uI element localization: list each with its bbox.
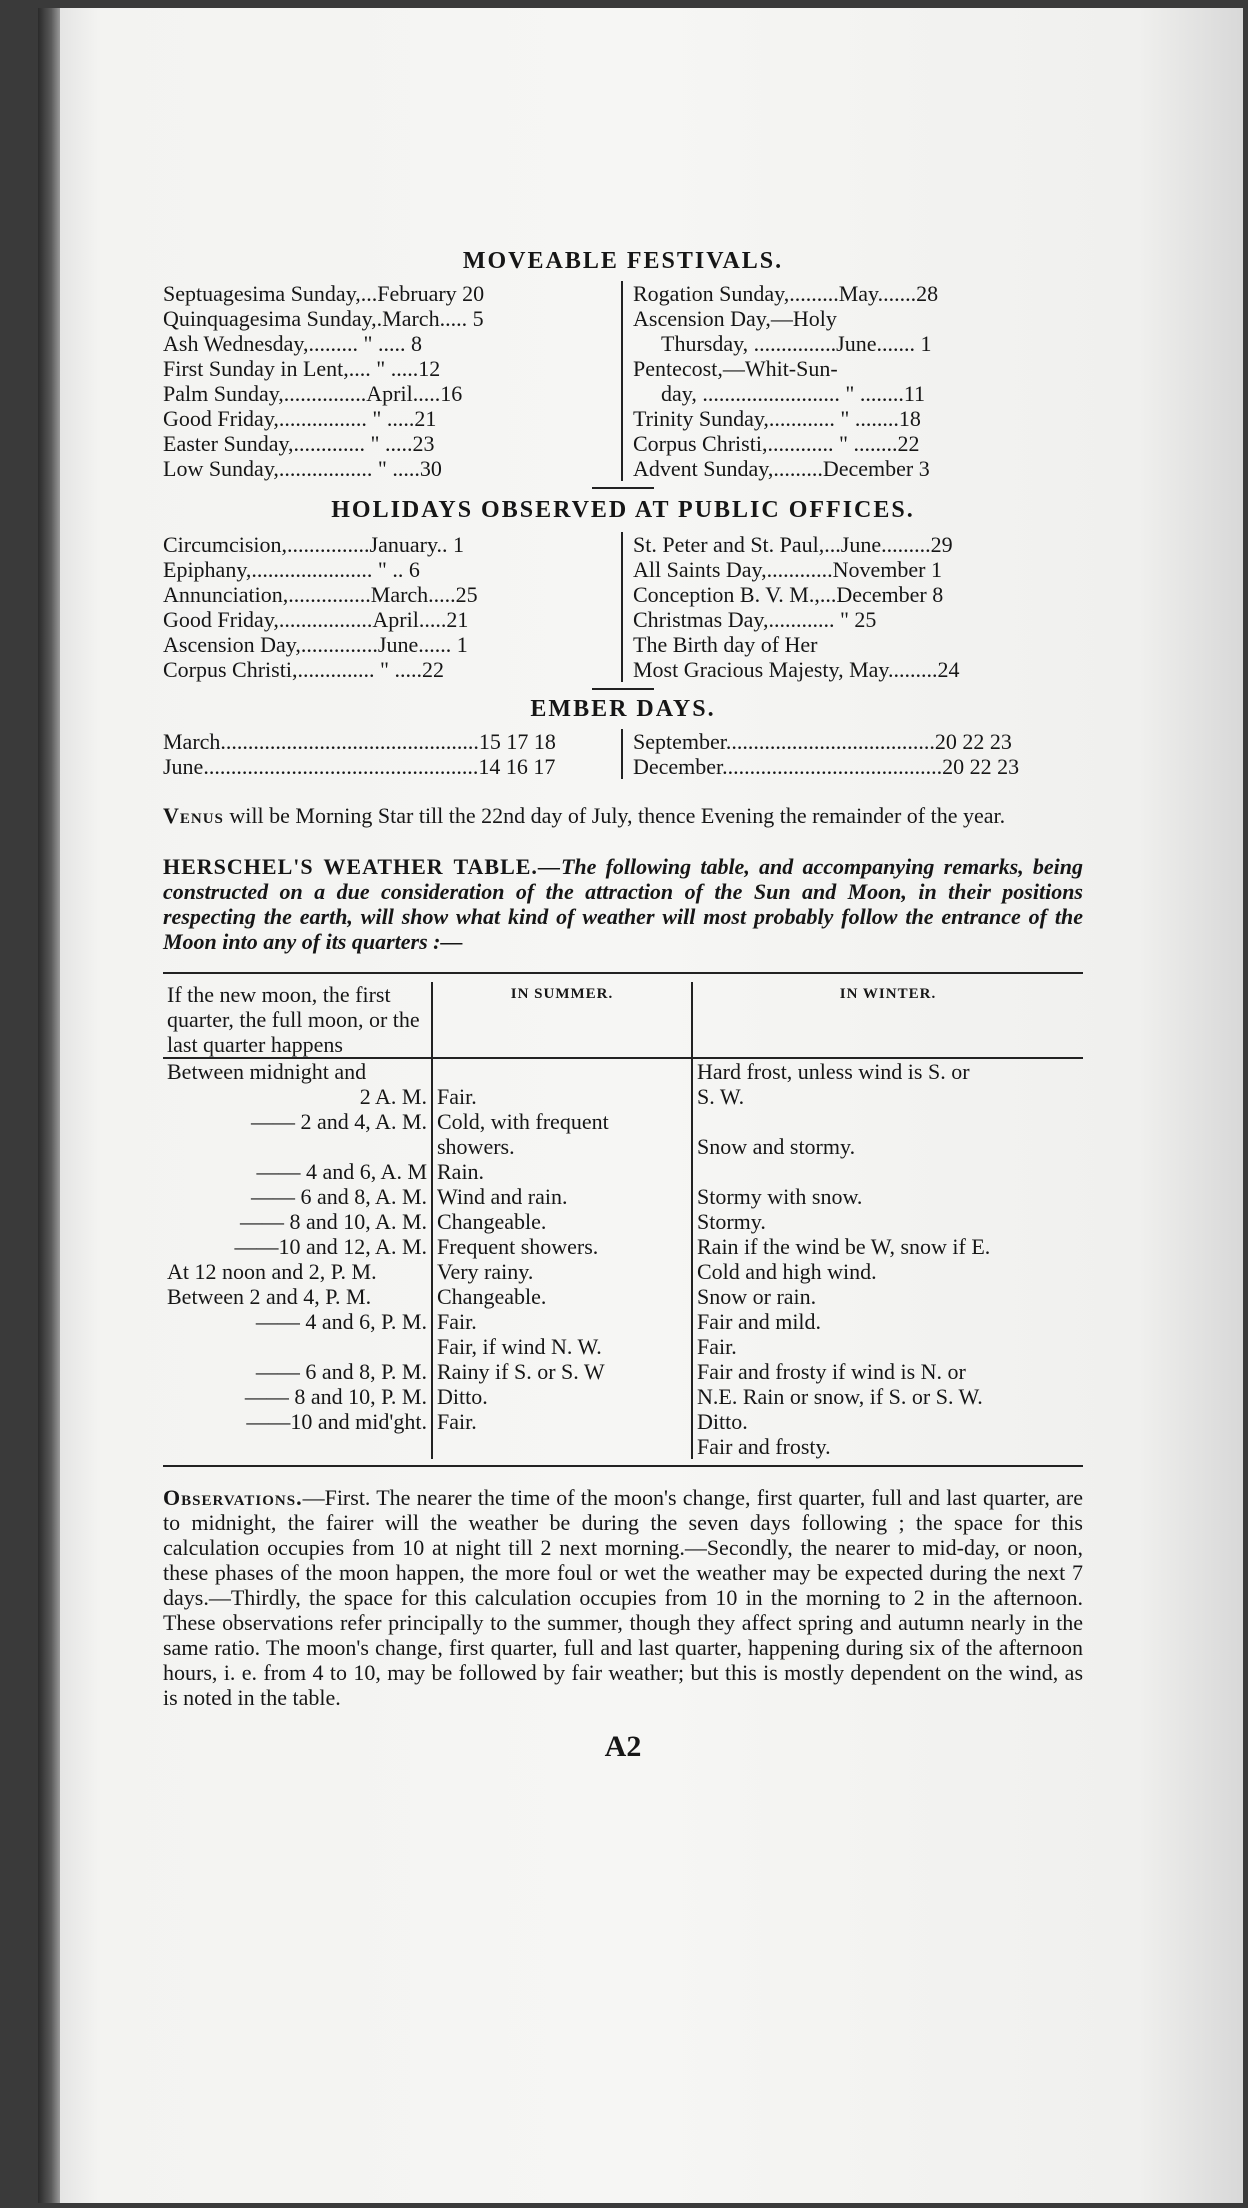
ember-right-column [623, 729, 1083, 779]
weather-time-cell [163, 1334, 432, 1359]
holiday-entry: Good Friday,.................April.....21 [163, 607, 469, 632]
holiday-entry: Corpus Christi,.............. " .....22 [163, 657, 444, 682]
section-divider [592, 688, 654, 690]
weather-winter-cell: Hard frost, unless wind is S. or [697, 1059, 970, 1084]
holiday-entry: All Saints Day,............November 1 [633, 557, 942, 582]
weather-time-cell: ——10 and 12, A. M. [163, 1234, 432, 1259]
holiday-entry: Circumcision,...............January.. 1 [163, 532, 465, 557]
header-time: If the new moon, the first quarter, the full moon, or the last quarter happens [163, 982, 432, 1057]
holiday-entry: St. Peter and St. Paul,...June.........29 [633, 532, 953, 557]
holiday-entry: Epiphany,...................... " .. 6 [163, 557, 420, 582]
weather-winter-cell: Stormy with snow. [697, 1184, 863, 1209]
table-top-rule [163, 972, 1083, 974]
weather-row [163, 1259, 1083, 1284]
festival-entry: Easter Sunday,............. " .....23 [163, 431, 435, 456]
holiday-entry: Annunciation,...............March.....25 [163, 582, 478, 607]
weather-time-cell: —— 4 and 6, A. M [163, 1159, 432, 1184]
observations-lead: Observations. [163, 1485, 303, 1510]
moveable-left-column [163, 281, 621, 481]
weather-row [163, 1384, 1083, 1409]
venus-text: will be Morning Star till the 22nd day of July, thence Evening the remainder of the year. [229, 803, 1006, 828]
weather-row [163, 1159, 1083, 1184]
weather-winter-cell: Fair and frosty if wind is N. or [697, 1359, 966, 1384]
book-page [38, 8, 1243, 2203]
weather-row [163, 1184, 1083, 1209]
festival-entry: Trinity Sunday,............ " ........18 [633, 406, 921, 431]
page-content [163, 248, 1083, 1764]
moveable-festivals-table [163, 281, 1083, 481]
herschel-intro [163, 854, 1083, 954]
weather-time-cell: —— 8 and 10, A. M. [163, 1209, 432, 1234]
observations-paragraph [163, 1485, 1083, 1710]
weather-summer-cell: Changeable. [432, 1284, 692, 1309]
festival-entry: day, ......................... " ........11 [661, 381, 925, 406]
moveable-festivals-heading: MOVEABLE FESTIVALS. [462, 248, 784, 274]
venus-lead: Venus [163, 803, 224, 828]
weather-time-cell: —— 6 and 8, A. M. [163, 1184, 432, 1209]
festival-entry: Pentecost,—Whit-Sun- [633, 356, 838, 381]
weather-time-cell: —— 4 and 6, P. M. [163, 1309, 432, 1334]
moveable-right-column [621, 281, 1083, 481]
holiday-entry: Ascension Day,..............June...... 1 [163, 632, 468, 657]
page-number: A2 [604, 1730, 642, 1763]
holidays-left-column [163, 532, 621, 682]
weather-row [163, 1059, 1083, 1084]
weather-row [163, 1084, 1083, 1109]
weather-table-header [163, 982, 1083, 1057]
festival-entry: Septuagesima Sunday,...February 20 [163, 281, 485, 306]
weather-winter-cell: Rain if the wind be W, snow if E. [697, 1234, 991, 1259]
header-winter: IN WINTER. [839, 986, 937, 1002]
weather-winter-cell: Snow and stormy. [697, 1134, 856, 1159]
festival-entry: Ascension Day,—Holy [633, 306, 837, 331]
weather-row [163, 1434, 1083, 1459]
weather-summer-cell: Fair, if wind N. W. [432, 1334, 692, 1359]
weather-summer-cell [432, 1059, 692, 1084]
weather-summer-cell: Fair. [432, 1084, 692, 1109]
weather-time-cell: Between 2 and 4, P. M. [163, 1284, 432, 1309]
weather-table [163, 982, 1083, 1459]
holidays-table [163, 532, 1083, 682]
weather-summer-cell: Frequent showers. [432, 1234, 692, 1259]
holidays-heading: HOLIDAYS OBSERVED AT PUBLIC OFFICES. [331, 497, 915, 523]
weather-summer-cell: Cold, with frequent [432, 1109, 692, 1134]
weather-winter-cell: Fair. [697, 1334, 737, 1359]
festival-entry: First Sunday in Lent,.... " .....12 [163, 356, 441, 381]
weather-winter-cell: Ditto. [697, 1409, 748, 1434]
holiday-entry: Christmas Day,............ " 25 [633, 607, 877, 632]
ember-left-column [163, 729, 623, 779]
weather-time-cell: ——10 and mid'ght. [163, 1409, 432, 1434]
weather-row [163, 1134, 1083, 1159]
holiday-entry: The Birth day of Her [633, 632, 818, 657]
weather-winter-cell: N.E. Rain or snow, if S. or S. W. [697, 1384, 983, 1409]
weather-winter-cell: Stormy. [697, 1209, 766, 1234]
holiday-entry: Most Gracious Majesty, May.........24 [633, 657, 960, 682]
weather-row [163, 1234, 1083, 1259]
weather-time-cell [163, 1434, 432, 1459]
weather-time-cell [163, 1134, 432, 1159]
weather-summer-cell: Very rainy. [432, 1259, 692, 1284]
weather-row [163, 1209, 1083, 1234]
weather-summer-cell [432, 1434, 692, 1459]
weather-winter-cell: Fair and frosty. [697, 1434, 831, 1459]
festival-entry: Ash Wednesday,......... " ..... 8 [163, 331, 422, 356]
weather-time-cell: —— 8 and 10, P. M. [163, 1384, 432, 1409]
table-bottom-rule [163, 1465, 1083, 1467]
ember-entry: June..................................................14 16 17 [163, 754, 556, 779]
ember-entry: December........................................20 22 23 [633, 754, 1020, 779]
weather-summer-cell: Fair. [432, 1409, 692, 1434]
weather-summer-cell: Rainy if S. or S. W [432, 1359, 692, 1384]
festival-entry: Corpus Christi,............ " ........22 [633, 431, 920, 456]
weather-winter-cell [692, 1159, 1083, 1184]
weather-row [163, 1334, 1083, 1359]
weather-row [163, 1284, 1083, 1309]
weather-summer-cell: Ditto. [432, 1384, 692, 1409]
header-summer: IN SUMMER. [432, 982, 692, 1057]
festival-entry: Palm Sunday,...............April.....16 [163, 381, 463, 406]
weather-row [163, 1359, 1083, 1384]
ember-days-table [163, 729, 1083, 779]
weather-summer-cell: Rain. [432, 1159, 692, 1184]
weather-time-cell: Between midnight and [163, 1059, 432, 1084]
weather-row [163, 1109, 1083, 1134]
festival-entry: Good Friday,................ " .....21 [163, 406, 437, 431]
weather-summer-cell: showers. [432, 1134, 692, 1159]
weather-summer-cell: Wind and rain. [432, 1184, 692, 1209]
festival-entry: Thursday, ...............June....... 1 [661, 331, 932, 356]
holidays-right-column [621, 532, 1083, 682]
venus-note [163, 803, 1083, 828]
section-divider [592, 487, 654, 489]
weather-winter-cell: Snow or rain. [697, 1284, 817, 1309]
ember-entry: September......................................20 22 23 [633, 729, 1012, 754]
festival-entry: Rogation Sunday,.........May.......28 [633, 281, 939, 306]
festival-entry: Low Sunday,................. " .....30 [163, 456, 442, 481]
weather-summer-cell: Changeable. [432, 1209, 692, 1234]
weather-time-cell: At 12 noon and 2, P. M. [163, 1259, 432, 1284]
weather-summer-cell: Fair. [432, 1309, 692, 1334]
herschel-title: HERSCHEL'S WEATHER TABLE.— [163, 854, 561, 879]
weather-time-cell: —— 2 and 4, A. M. [163, 1109, 432, 1134]
weather-winter-cell: Cold and high wind. [697, 1259, 877, 1284]
weather-row [163, 1409, 1083, 1434]
weather-time-cell: 2 A. M. [163, 1084, 432, 1109]
weather-time-cell: —— 6 and 8, P. M. [163, 1359, 432, 1384]
weather-winter-cell: S. W. [697, 1084, 745, 1109]
ember-days-heading: EMBER DAYS. [530, 696, 716, 722]
holiday-entry: Conception B. V. M.,...December 8 [633, 582, 944, 607]
observations-text: —First. The nearer the time of the moon's change, first quarter, full and last quarter, are to midnight, the fairer will the weather be during the seven days following ; the space for this calculation occupies from 10 at night till 2 next morning.—Secondly, the nearer to mid-day, or noon, these phases of the moon happen, the more foul or wet the weather may be expected during the next 7 days.—Thirdly, the space for this calculation occupies from 10 in the morning to 2 in the afternoon. These observations refer principally to the summer, though they affect spring and autumn nearly in the same ratio. The moon's change, first quarter, full and last quarter, happening during six of the afternoon hours, i. e. from 4 to 10, may be followed by fair weather; but this is mostly dependent on the wind, as is noted in the table. [163, 1485, 1083, 1710]
weather-row [163, 1309, 1083, 1334]
weather-table-body [163, 1059, 1083, 1459]
herschel-description: The following table, and accompanying remarks, being constructed on a due consideration of the attraction of the Sun and Moon, in their positions respecting the earth, will show what kind of weather will most probably follow the entrance of the Moon into any of its quarters :— [163, 854, 1083, 954]
ember-entry: March...............................................15 17 18 [163, 729, 556, 754]
book-spine [38, 8, 60, 2203]
weather-winter-cell [692, 1109, 1083, 1134]
weather-winter-cell: Fair and mild. [697, 1309, 822, 1334]
festival-entry: Quinquagesima Sunday,.March..... 5 [163, 306, 484, 331]
festival-entry: Advent Sunday,.........December 3 [633, 456, 930, 481]
